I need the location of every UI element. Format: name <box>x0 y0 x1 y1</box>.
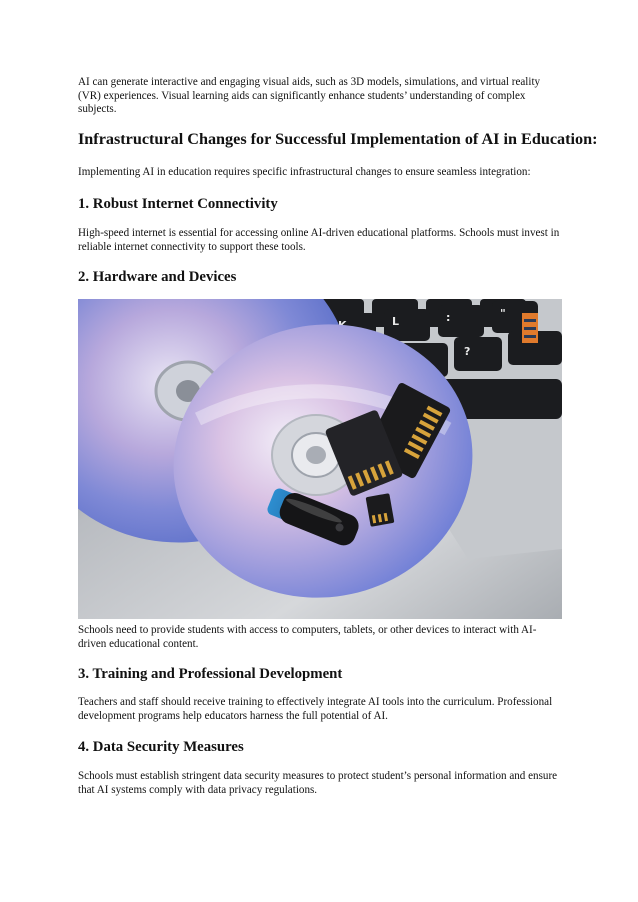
logo-mark <box>522 313 538 343</box>
section-heading-training: 3. Training and Professional Development <box>78 666 343 682</box>
section-paragraph-security: Schools must establish stringent data security measures to protect student’s personal information and ensure that AI systems comply with data privacy regulations. <box>78 770 558 796</box>
microsd-card <box>366 493 395 527</box>
svg-text:": " <box>500 307 506 320</box>
intro-paragraph: AI can generate interactive and engaging visual aids, such as 3D models, simulations, and virtual reality (VR) experiences. Visual learning aids can significantly enhance students’ understanding of complex subjects. <box>78 76 541 116</box>
section-heading-internet: 1. Robust Internet Connectivity <box>78 196 278 212</box>
section-heading-security: 4. Data Security Measures <box>78 739 244 755</box>
section-heading-hardware: 2. Hardware and Devices <box>78 269 237 285</box>
svg-text::: : <box>446 311 451 324</box>
main-paragraph: Implementing AI in education requires specific infrastructural changes to ensure seamless integration: <box>78 166 531 178</box>
storage-media-photo <box>78 299 562 619</box>
section-paragraph-training: Teachers and staff should receive training to effectively integrate AI tools into the curriculum. Professional development programs help educators harness the full potential of AI. <box>78 696 553 722</box>
section-paragraph-internet: High-speed internet is essential for accessing online AI-driven educational platforms. Schools must invest in reliable internet connectivity to support these tools. <box>78 227 560 253</box>
svg-text:?: ? <box>464 345 471 358</box>
section-paragraph-hardware: Schools need to provide students with access to computers, tablets, or other devices to interact with AI-driven educational content. <box>78 624 537 650</box>
svg-text:L: L <box>392 315 400 328</box>
main-heading: Infrastructural Changes for Successful Implementation of AI in Education: <box>78 130 598 148</box>
